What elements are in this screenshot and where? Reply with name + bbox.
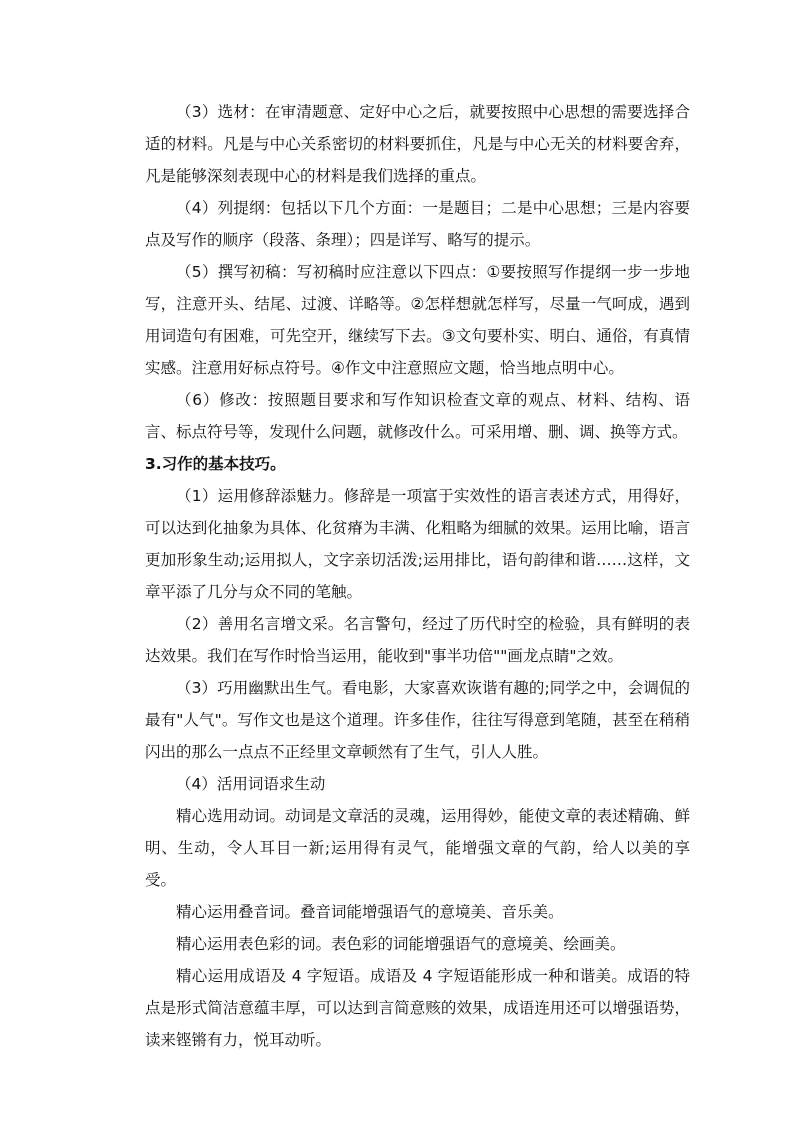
paragraph-reduplication: 精心运用叠音词。叠音词能增强语气的意境美、音乐美。 (176, 903, 564, 921)
paragraph-draft: （5）撰写初稿：写初稿时应注意以下四点：①要按照写作提纲一步一步地写，注意开头、结尾、过渡、详略等。②怎样想就怎样写，尽量一气呵成，遇到用词造句有困难，可先空开，继续写下去。③文句要朴实、明白、通俗，有真情实感。注意用好标点符号。④作文中注意照应文题，恰当地点明中心。 (145, 263, 690, 377)
paragraph-rhetoric: （1）运用修辞添魅力。修辞是一项富于实效性的语言表述方式，用得好，可以达到化抽象为具体、化贫瘠为丰满、化粗略为细腻的效果。运用比喻，语言更加形象生动;运用拟人，文字亲切活泼;运用排比，语句韵律和谐……这样，文章平添了几分与众不同的笔触。 (145, 487, 690, 601)
paragraph-revision: （6）修改：按照题目要求和写作知识检查文章的观点、材料、结构、语言、标点符号等，发现什么问题，就修改什么。可采用增、删、调、换等方式。 (145, 391, 690, 441)
document-body (145, 96, 690, 1056)
paragraph-humor: （3）巧用幽默出生气。看电影，大家喜欢诙谐有趣的;同学之中，会调侃的最有"人气"。写作文也是这个道理。许多佳作，往往写得意到笔随，甚至在稍稍闪出的那么一点点不正经里文章顿然有了生气，引人人胜。 (145, 679, 690, 761)
paragraph-color-words: 精心运用表色彩的词。表色彩的词能增强语气的意境美、绘画美。 (176, 935, 626, 953)
paragraph-idioms: 精心运用成语及 4 字短语。成语及 4 字短语能形成一种和谐美。成语的特点是形式简洁意蕴丰厚，可以达到言简意赅的效果，成语连用还可以增强语势，读来铿锵有力，悦耳动听。 (145, 967, 690, 1049)
paragraph-quotes: （2）善用名言增文采。名言警句，经过了历代时空的检验，具有鲜明的表达效果。我们在写作时恰当运用，能收到"事半功倍""画龙点睛"之效。 (145, 615, 690, 665)
paragraph-word-usage-title: （4）活用词语求生动 (176, 775, 326, 793)
paragraph-outline: （4）列提纲：包括以下几个方面：一是题目；二是中心思想；三是内容要点及写作的顺序（段落、条理）；四是详写、略写的提示。 (145, 199, 690, 249)
section-heading-techniques: 3.习作的基本技巧。 (145, 455, 286, 473)
paragraph-verbs: 精心选用动词。动词是文章活的灵魂，运用得妙，能使文章的表述精确、鲜明、生动，令人耳目一新;运用得有灵气，能增强文章的气韵，给人以美的享受。 (145, 807, 690, 889)
paragraph-selection: （3）选材：在审清题意、定好中心之后，就要按照中心思想的需要选择合适的材料。凡是与中心关系密切的材料要抓住，凡是与中心无关的材料要舍弃，凡是能够深刻表现中心的材料是我们选择的重点。 (145, 103, 690, 185)
